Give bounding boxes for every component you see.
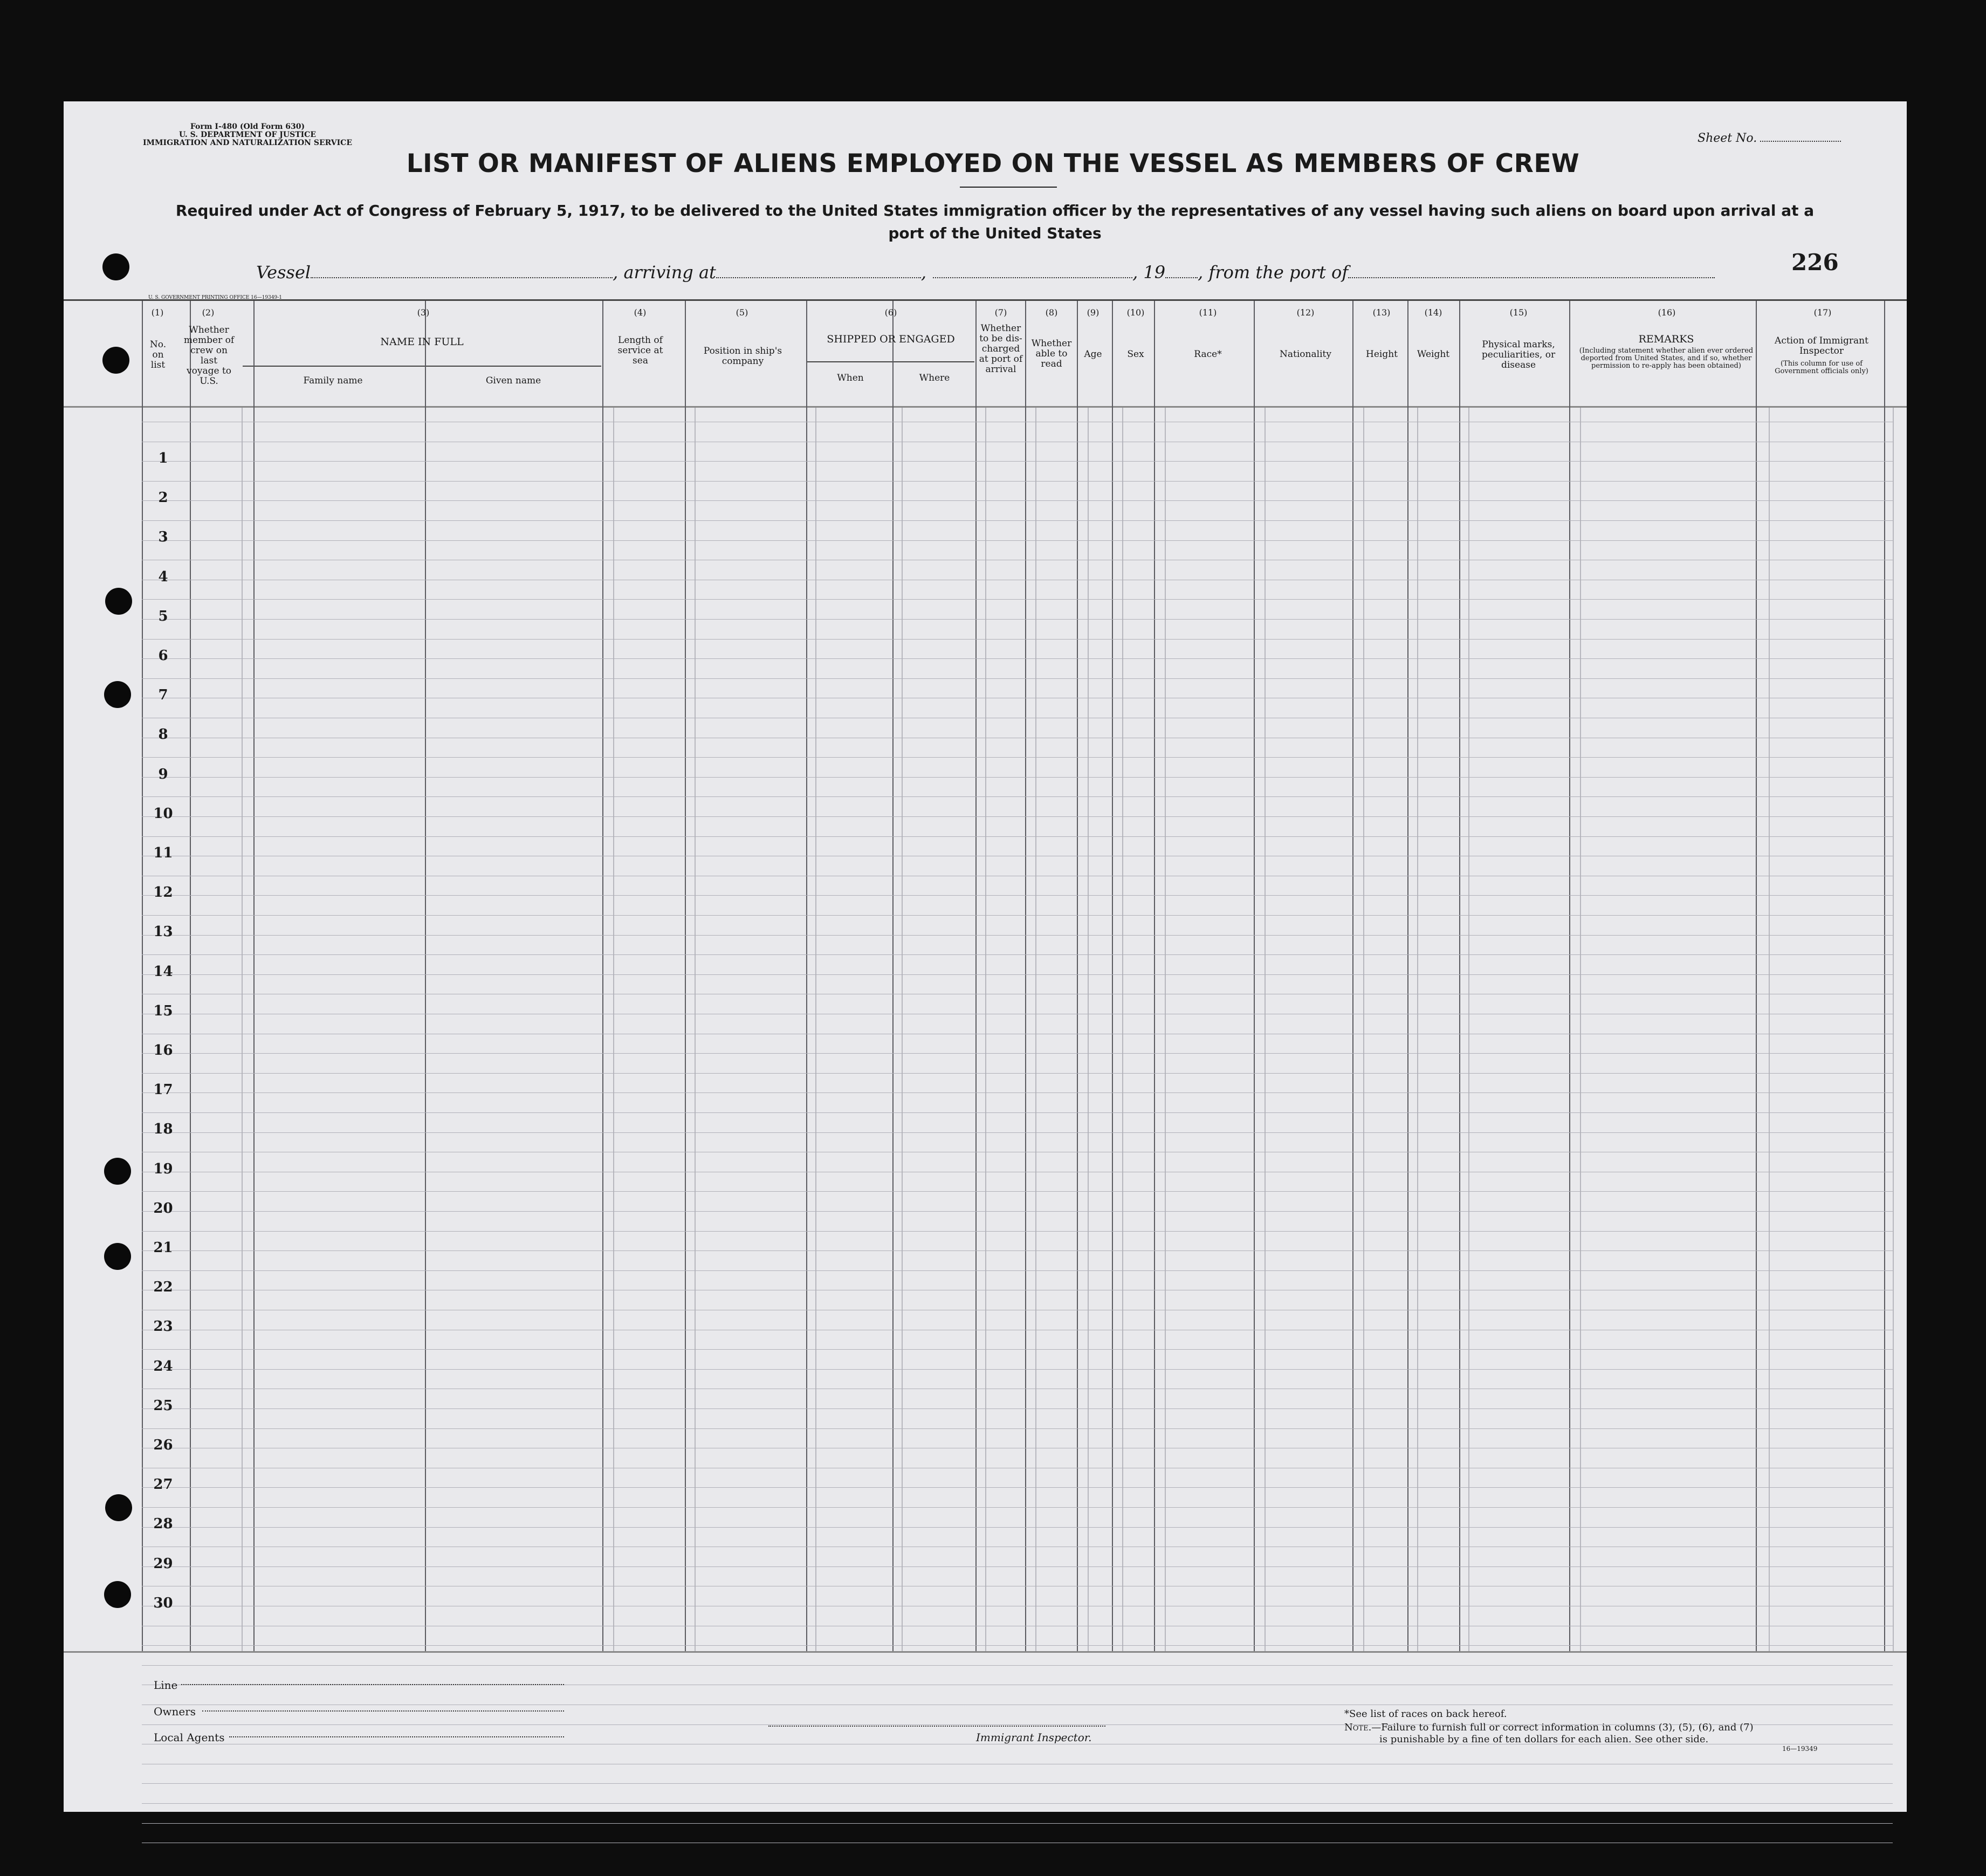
- row-rule: [142, 757, 1893, 758]
- row-rule: [142, 935, 1893, 936]
- row-rule: [142, 1112, 1893, 1113]
- vessel-field[interactable]: [311, 266, 613, 278]
- row-rule: [142, 500, 1893, 501]
- binder-hole: [102, 347, 129, 374]
- row-number: 3: [158, 529, 168, 545]
- col-num: (10): [1126, 307, 1145, 318]
- row-rule: [142, 1487, 1893, 1488]
- row-number: 11: [153, 845, 173, 861]
- col-num: (16): [1658, 307, 1676, 318]
- row-rule: [142, 954, 1893, 955]
- column-rule: [1468, 408, 1469, 1651]
- row-rule: [142, 1073, 1893, 1074]
- column-rule: [815, 408, 816, 1651]
- sheet-no-field[interactable]: [1698, 132, 1841, 145]
- page-title: LIST OR MANIFEST OF ALIENS EMPLOYED ON THE VESSEL AS MEMBERS OF CREW: [406, 149, 1580, 178]
- binder-hole: [104, 1581, 131, 1608]
- column-rule: [892, 301, 894, 1651]
- row-rule: [142, 599, 1893, 600]
- row-number: 21: [153, 1240, 173, 1256]
- row-rule: [142, 540, 1893, 541]
- col-header-crew-last-voyage: Whether member of crew on last voyage to U.S.: [183, 325, 235, 387]
- row-rule: [142, 777, 1893, 778]
- departure-port-field[interactable]: [1348, 266, 1715, 278]
- col-header-length-of-service: Length of service at sea: [617, 335, 663, 366]
- col-header-able-to-read: Whether able to read: [1031, 338, 1072, 369]
- col-header-nationality: Nationality: [1280, 349, 1331, 360]
- row-rule: [142, 1369, 1893, 1370]
- row-number: 20: [153, 1200, 173, 1217]
- col-header-physical-marks: Physical marks, peculiarities, or disease: [1481, 339, 1556, 370]
- column-rule: [1165, 408, 1166, 1651]
- col-num: (17): [1813, 307, 1832, 318]
- row-number: 8: [158, 726, 168, 743]
- row-rule: [142, 461, 1893, 462]
- col-header-inspector-action: Action of Immigrant Inspector: [1775, 335, 1868, 356]
- row-number: 22: [153, 1279, 173, 1295]
- arrival-date-field[interactable]: [933, 266, 1132, 278]
- sheet-no-label: Sheet No.: [1698, 132, 1757, 145]
- table-top-rule: [64, 299, 1907, 301]
- binder-hole: [105, 588, 132, 615]
- column-rule: [695, 408, 696, 1651]
- row-number: 1: [158, 450, 168, 466]
- row-number: 7: [158, 687, 168, 703]
- col-num: (7): [994, 307, 1007, 318]
- arriving-label: , arriving at: [613, 262, 716, 283]
- title-rule: [960, 187, 1057, 188]
- service-name: IMMIGRATION AND NATURALIZATION SERVICE: [143, 139, 352, 147]
- row-number: 10: [153, 806, 173, 822]
- row-number: 9: [158, 766, 168, 782]
- row-rule: [142, 639, 1893, 640]
- note-label: Note.: [1344, 1722, 1372, 1733]
- column-rule: [1112, 301, 1113, 1651]
- row-rule: [142, 1665, 1893, 1666]
- col-header-where: Where: [919, 373, 950, 383]
- row-rule: [142, 974, 1893, 975]
- row-rule: [142, 1132, 1893, 1133]
- col-num: (9): [1087, 307, 1099, 318]
- department-name: U. S. DEPARTMENT OF JUSTICE: [178, 130, 316, 139]
- row-number: 25: [153, 1398, 173, 1414]
- row-number: 23: [153, 1318, 173, 1335]
- column-rule: [613, 408, 614, 1651]
- table-bottom-rule: [64, 1651, 1907, 1653]
- column-rule: [1756, 301, 1757, 1651]
- col-num: (3): [417, 307, 430, 318]
- row-rule: [142, 796, 1893, 797]
- row-number: 30: [153, 1595, 173, 1611]
- row-number: 27: [153, 1476, 173, 1493]
- races-note: *See list of races on back hereof.: [1344, 1708, 1507, 1720]
- form-number: Form I-480 (Old Form 630): [190, 122, 305, 131]
- column-rule: [685, 301, 686, 1651]
- col-header-when: When: [837, 373, 864, 383]
- row-rule: [142, 1349, 1893, 1350]
- column-rule: [1769, 408, 1770, 1651]
- row-number: 12: [153, 884, 173, 901]
- col-num: (13): [1372, 307, 1391, 318]
- row-rule: [142, 658, 1893, 659]
- column-rule: [975, 301, 977, 1651]
- vessel-info-line: [256, 262, 1715, 283]
- row-number: 29: [153, 1556, 173, 1572]
- inspector-signature-field[interactable]: [768, 1726, 1105, 1727]
- row-rule: [142, 1428, 1893, 1429]
- inspector-label: Immigrant Inspector.: [976, 1731, 1092, 1744]
- col-num: (6): [884, 307, 897, 318]
- row-rule: [142, 1566, 1893, 1567]
- binder-hole: [104, 1243, 131, 1270]
- row-rule: [142, 1053, 1893, 1054]
- row-number: 14: [153, 964, 173, 980]
- sheet-number: 226: [1791, 249, 1839, 276]
- column-rule: [902, 408, 903, 1651]
- row-rule: [142, 1191, 1893, 1192]
- row-number: 5: [158, 608, 168, 624]
- vessel-label: Vessel: [256, 262, 311, 283]
- col-header-remarks: REMARKS: [1638, 333, 1694, 345]
- col-num: (11): [1199, 307, 1217, 318]
- line-label: Line: [154, 1679, 178, 1692]
- form-code: 16—19349: [1782, 1745, 1818, 1753]
- column-rule: [1077, 301, 1078, 1651]
- column-rule: [1417, 408, 1418, 1651]
- column-rule: [1025, 301, 1026, 1651]
- column-rule: [1352, 301, 1353, 1651]
- row-rule: [142, 1527, 1893, 1528]
- printer-line: U. S. GOVERNMENT PRINTING OFFICE 16—19349-1: [148, 295, 283, 300]
- note-text: —Failure to furnish full or correct information in columns (3), (5), (6), and (7): [1371, 1722, 1754, 1733]
- column-rule: [602, 301, 603, 1651]
- row-rule: [142, 1823, 1893, 1824]
- col-header-height: Height: [1366, 349, 1398, 360]
- column-rule: [985, 408, 986, 1651]
- row-rule: [142, 816, 1893, 817]
- col-num: (4): [634, 307, 647, 318]
- row-number: 17: [153, 1082, 173, 1098]
- col-header-age: Age: [1084, 349, 1102, 360]
- row-rule: [142, 678, 1893, 679]
- col-num: (8): [1045, 307, 1058, 318]
- col-header-no-on-list: No. on list: [149, 339, 167, 370]
- owners-field[interactable]: [202, 1710, 564, 1712]
- row-rule: [142, 1092, 1893, 1093]
- column-rule: [1884, 301, 1885, 1651]
- row-rule: [142, 1211, 1893, 1212]
- col-num: (5): [736, 307, 748, 318]
- penalty-note: [1344, 1722, 1754, 1734]
- row-rule: [142, 1645, 1893, 1646]
- col-num: (2): [202, 307, 215, 318]
- arriving-at-field[interactable]: [716, 266, 921, 278]
- row-number: 26: [153, 1437, 173, 1453]
- column-rule: [806, 301, 807, 1651]
- col-header-weight: Weight: [1417, 349, 1450, 360]
- col-header-shipped-or-engaged: SHIPPED OR ENGAGED: [827, 333, 955, 345]
- col-header-race: Race*: [1194, 349, 1222, 360]
- binder-hole: [102, 253, 129, 280]
- row-rule: [142, 1803, 1893, 1804]
- col-num: (15): [1509, 307, 1528, 318]
- row-number: 2: [158, 490, 168, 506]
- col-header-given-name: Given name: [485, 375, 541, 386]
- column-rule: [1893, 408, 1894, 1651]
- col-header-family-name: Family name: [303, 375, 363, 386]
- binder-hole: [104, 681, 131, 708]
- row-number: 16: [153, 1042, 173, 1059]
- column-rule: [425, 301, 426, 1651]
- row-rule: [142, 1270, 1893, 1271]
- local-agents-field[interactable]: [229, 1736, 564, 1737]
- column-rule: [1580, 408, 1581, 1651]
- column-rule: [190, 301, 191, 1651]
- row-number: 13: [153, 924, 173, 940]
- col-num: (1): [151, 307, 164, 318]
- column-rule: [1088, 408, 1089, 1651]
- row-number: 19: [153, 1161, 173, 1177]
- row-rule: [142, 915, 1893, 916]
- col-header-name-in-full: NAME IN FULL: [380, 336, 464, 348]
- owners-label: Owners: [154, 1705, 196, 1718]
- form-identifier: [143, 123, 352, 147]
- binder-hole: [104, 1158, 131, 1185]
- column-rule: [1154, 301, 1155, 1651]
- column-rule: [1363, 408, 1364, 1651]
- row-number: 4: [158, 569, 168, 585]
- column-rule: [242, 408, 243, 1651]
- comma-separator: ,: [920, 262, 927, 283]
- column-rule: [253, 301, 255, 1651]
- row-number: 24: [153, 1358, 173, 1375]
- row-rule: [142, 1507, 1893, 1508]
- col-header-position: Position in ship's company: [703, 346, 782, 367]
- local-agents-label: Local Agents: [154, 1731, 225, 1744]
- row-rule: [142, 1231, 1893, 1232]
- col-num: (14): [1424, 307, 1442, 318]
- col-header-discharged: Whether to be dis-charged at port of arrival: [979, 323, 1023, 375]
- year-field[interactable]: [1165, 266, 1198, 278]
- year-label: , 19: [1132, 262, 1166, 283]
- column-rule: [1122, 408, 1123, 1651]
- col-header-remarks-note: (Including statement whether alien ever ordered deported from United States, and if so, whether permission to re-apply has been obtained): [1579, 347, 1754, 370]
- column-rule: [1035, 408, 1036, 1651]
- row-number: 28: [153, 1516, 173, 1532]
- col-header-sex: Sex: [1127, 349, 1144, 360]
- shipped-subheader-rule: [807, 361, 974, 362]
- binder-hole: [105, 1494, 132, 1521]
- page-subtitle: Required under Act of Congress of February 5, 1917, to be delivered to the United States immigration officer by the representatives of any vessel having such aliens on board upon arrival at a port of the United States: [175, 202, 1815, 242]
- row-rule: [142, 481, 1893, 482]
- port-label: , from the port of: [1198, 262, 1349, 283]
- row-rule: [142, 836, 1893, 837]
- name-subheader-rule: [243, 366, 601, 367]
- column-rule: [1254, 301, 1255, 1651]
- row-rule: [142, 1250, 1893, 1251]
- column-rule: [1569, 301, 1570, 1651]
- row-number: 6: [158, 648, 168, 664]
- column-rule: [1265, 408, 1266, 1651]
- row-rule: [142, 619, 1893, 620]
- row-number: 15: [153, 1003, 173, 1019]
- column-rule: [1459, 301, 1460, 1651]
- column-rule: [1407, 301, 1408, 1651]
- col-header-inspector-note: (This column for use of Government officials only): [1775, 360, 1868, 375]
- row-number: 18: [153, 1121, 173, 1137]
- row-rule: [142, 1783, 1893, 1784]
- line-field[interactable]: [181, 1684, 564, 1685]
- penalty-note-continued: is punishable by a fine of ten dollars for each alien. See other side.: [1379, 1734, 1709, 1745]
- row-rule: [142, 1408, 1893, 1409]
- row-rule: [142, 895, 1893, 896]
- col-num: (12): [1296, 307, 1315, 318]
- row-rule: [142, 520, 1893, 521]
